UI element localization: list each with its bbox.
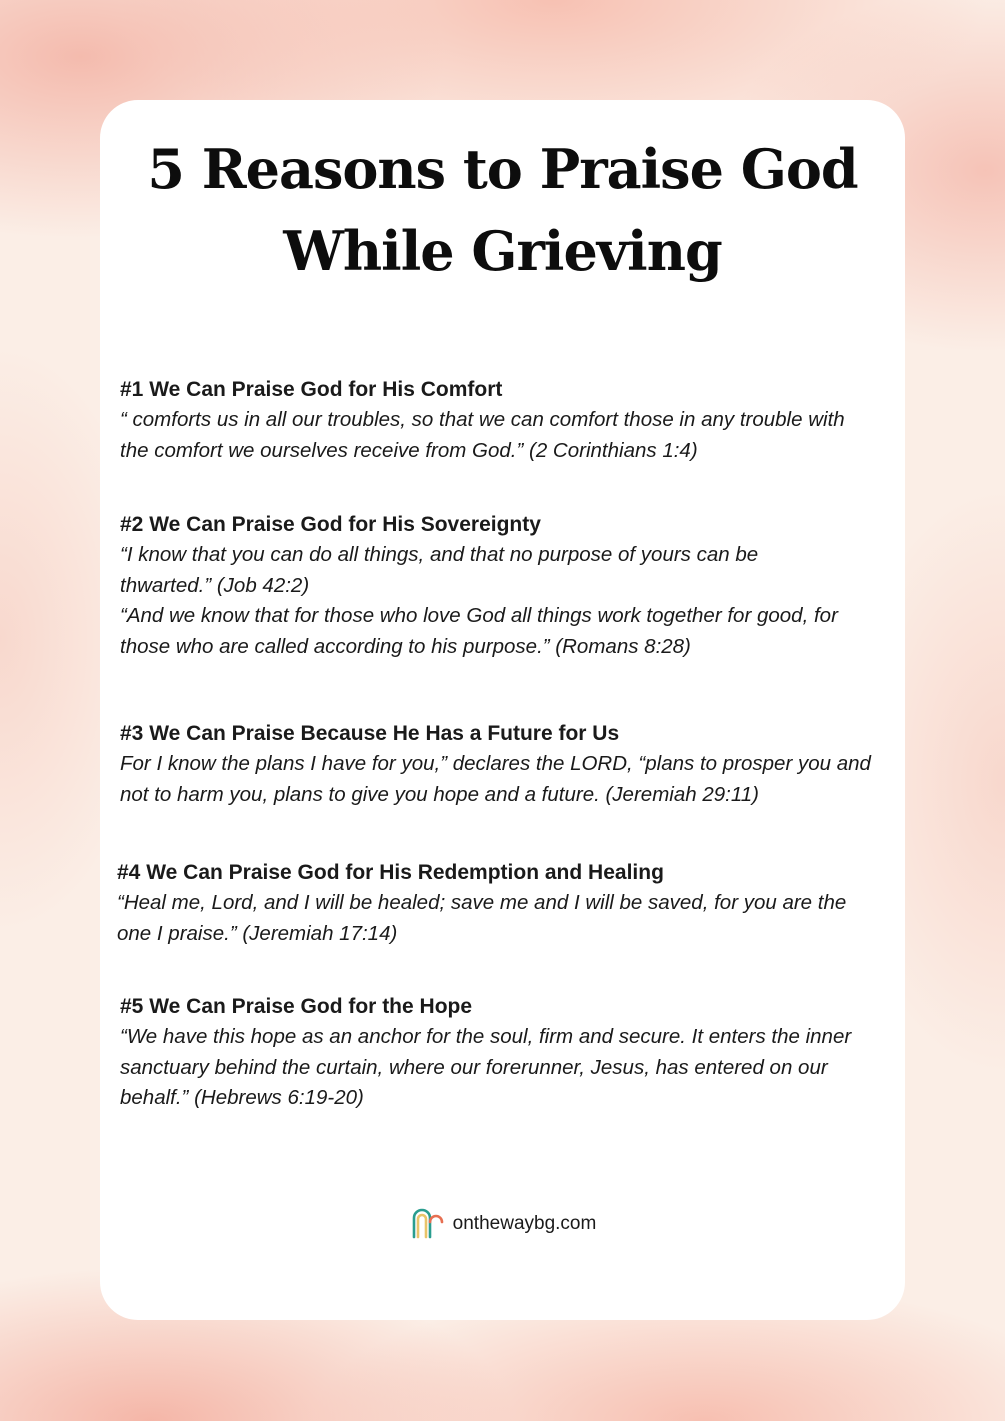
reason-section-2 xyxy=(120,510,880,662)
rainbow-arch-logo-icon xyxy=(409,1206,445,1242)
reason-section-4 xyxy=(117,858,877,949)
scripture-quote: “ comforts us in all our troubles, so that we can comfort those in any trouble with the comfort we ourselves receive from God.” (2 Corinthians 1:4) xyxy=(120,408,845,462)
reason-heading: #2 We Can Praise God for His Sovereignty xyxy=(120,513,541,536)
reason-heading: #3 We Can Praise Because He Has a Future for Us xyxy=(120,722,620,745)
scripture-quote: “And we know that for those who love God all things work together for good, for those who are called according to his purpose.” (Romans 8:28) xyxy=(120,604,838,658)
reason-section-1 xyxy=(120,375,880,466)
scripture-quote: “I know that you can do all things, and that no purpose of yours can be thwarted.” (Job 42:2) xyxy=(120,543,759,597)
site-url[interactable]: onthewaybg.com xyxy=(452,1213,597,1234)
reason-section-3 xyxy=(120,719,880,810)
title-line-2: While Grieving xyxy=(283,219,722,283)
scripture-quote: For I know the plans I have for you,” declares the LORD, “plans to prosper you and not to harm you, plans to give you hope and a future. (Jeremiah 29:11) xyxy=(120,752,871,806)
page-title xyxy=(0,128,1005,292)
title-line-1: 5 Reasons to Praise God xyxy=(147,137,858,201)
reason-heading: #1 We Can Praise God for His Comfort xyxy=(120,378,503,401)
reason-heading: #4 We Can Praise God for His Redemption and Healing xyxy=(117,861,664,884)
scripture-quote: “Heal me, Lord, and I will be healed; save me and I will be saved, for you are the one I praise.” (Jeremiah 17:14) xyxy=(117,891,847,945)
scripture-quote: “We have this hope as an anchor for the soul, firm and secure. It enters the inner sanctuary behind the curtain, where our forerunner, Jesus, has entered on our behalf.” (Hebrews 6:19-20) xyxy=(120,1025,852,1109)
reason-section-5 xyxy=(120,992,880,1114)
site-footer xyxy=(0,1206,1005,1242)
reason-heading: #5 We Can Praise God for the Hope xyxy=(120,995,473,1018)
